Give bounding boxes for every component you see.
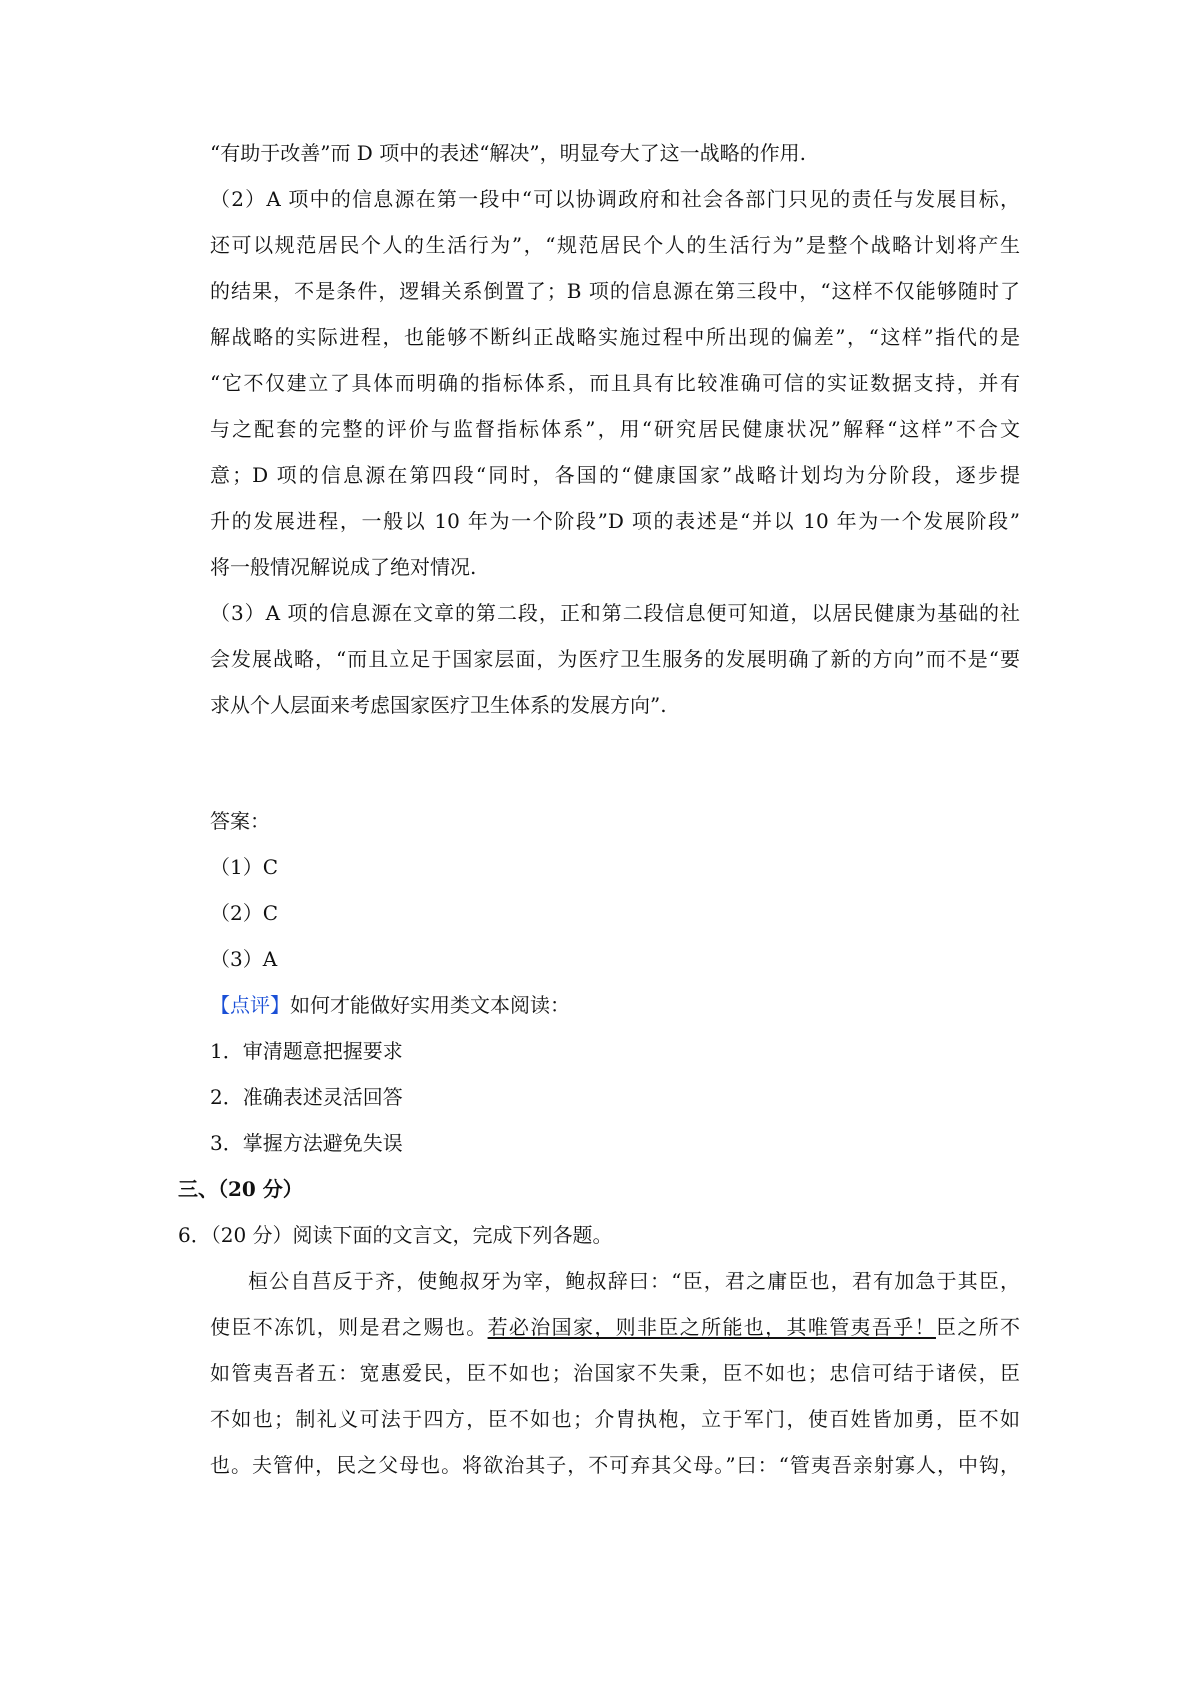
analysis-p3-line: （3）A 项的信息源在文章的第二段，正和第二段信息便可知道，以居民健康为基础的社 bbox=[210, 601, 1020, 625]
passage-text: 使臣不冻饥，则是君之赐也。 bbox=[210, 1315, 488, 1339]
underlined-sentence: 若必治国家，则非臣之所能也，其唯管夷吾乎！ bbox=[487, 1315, 936, 1339]
analysis-p3-line: 求从个人层面来考虑国家医疗卫生体系的发展方向”. bbox=[210, 693, 667, 717]
review-tag: 【点评】 bbox=[210, 993, 290, 1017]
passage-line: 不如也；制礼义可法于四方，臣不如也；介胄执枹，立于军门，使百姓皆加勇，臣不如 bbox=[210, 1407, 1020, 1431]
review-tip: 1．审清题意把握要求 bbox=[210, 1039, 403, 1063]
question-stem: 6．（20 分）阅读下面的文言文，完成下列各题。 bbox=[178, 1223, 613, 1247]
analysis-p2-line: 升的发展进程，一般以 10 年为一个阶段”D 项的表述是“并以 10 年为一个发展阶段” bbox=[210, 509, 1020, 533]
review-tip: 3．掌握方法避免失误 bbox=[210, 1131, 403, 1155]
analysis-p2-line: 解战略的实际进程，也能够不断纠正战略实施过程中所出现的偏差”，“这样”指代的是 bbox=[210, 325, 1020, 349]
passage-line bbox=[210, 1312, 1020, 1342]
review-tip: 2．准确表述灵活回答 bbox=[210, 1085, 403, 1109]
passage-line: 如管夷吾者五：宽惠爱民，臣不如也；治国家不失秉，臣不如也；忠信可结于诸侯，臣 bbox=[210, 1361, 1020, 1385]
analysis-p2-line: “它不仅建立了具体而明确的指标体系，而且具有比较准确可信的实证数据支持，并有 bbox=[210, 371, 1020, 395]
analysis-p2-line: 将一般情况解说成了绝对情况. bbox=[210, 555, 477, 579]
passage-line: 桓公自莒反于齐，使鲍叔牙为宰，鲍叔辞曰：“臣，君之庸臣也，君有加急于其臣， bbox=[248, 1269, 1020, 1293]
answer-item: （3）A bbox=[210, 947, 278, 971]
analysis-p3-line: 会发展战略，“而且立足于国家层面，为医疗卫生服务的发展明确了新的方向”而不是“要 bbox=[210, 647, 1020, 671]
review-text: 如何才能做好实用类文本阅读： bbox=[290, 993, 570, 1017]
analysis-p2-line: 还可以规范居民个人的生活行为”，“规范居民个人的生活行为”是整个战略计划将产生 bbox=[210, 233, 1020, 257]
analysis-p2-line: 意；D 项的信息源在第四段“同时，各国的“健康国家”战略计划均为分阶段，逐步提 bbox=[210, 463, 1020, 487]
analysis-p2-line: 的结果，不是条件，逻辑关系倒置了；B 项的信息源在第三段中，“这样不仅能够随时了 bbox=[210, 279, 1020, 303]
review-line bbox=[210, 990, 1020, 1020]
section-heading: 三、（20 分） bbox=[178, 1177, 303, 1201]
analysis-line: “有助于改善”而 D 项中的表述“解决”，明显夸大了这一战略的作用. bbox=[210, 141, 807, 165]
answer-label: 答案： bbox=[210, 809, 270, 833]
answer-item: （2）C bbox=[210, 901, 279, 925]
answer-item: （1）C bbox=[210, 855, 279, 879]
analysis-p2-line: 与之配套的完整的评价与监督指标体系”，用“研究居民健康状况”解释“这样”不合文 bbox=[210, 417, 1020, 441]
analysis-p2-line: （2）A 项中的信息源在第一段中“可以协调政府和社会各部门只见的责任与发展目标， bbox=[210, 187, 1020, 211]
passage-text: 臣之所不 bbox=[935, 1315, 1020, 1339]
passage-line: 也。夫管仲，民之父母也。将欲治其子，不可弃其父母。”曰：“管夷吾亲射寡人，中钩， bbox=[210, 1453, 1020, 1477]
